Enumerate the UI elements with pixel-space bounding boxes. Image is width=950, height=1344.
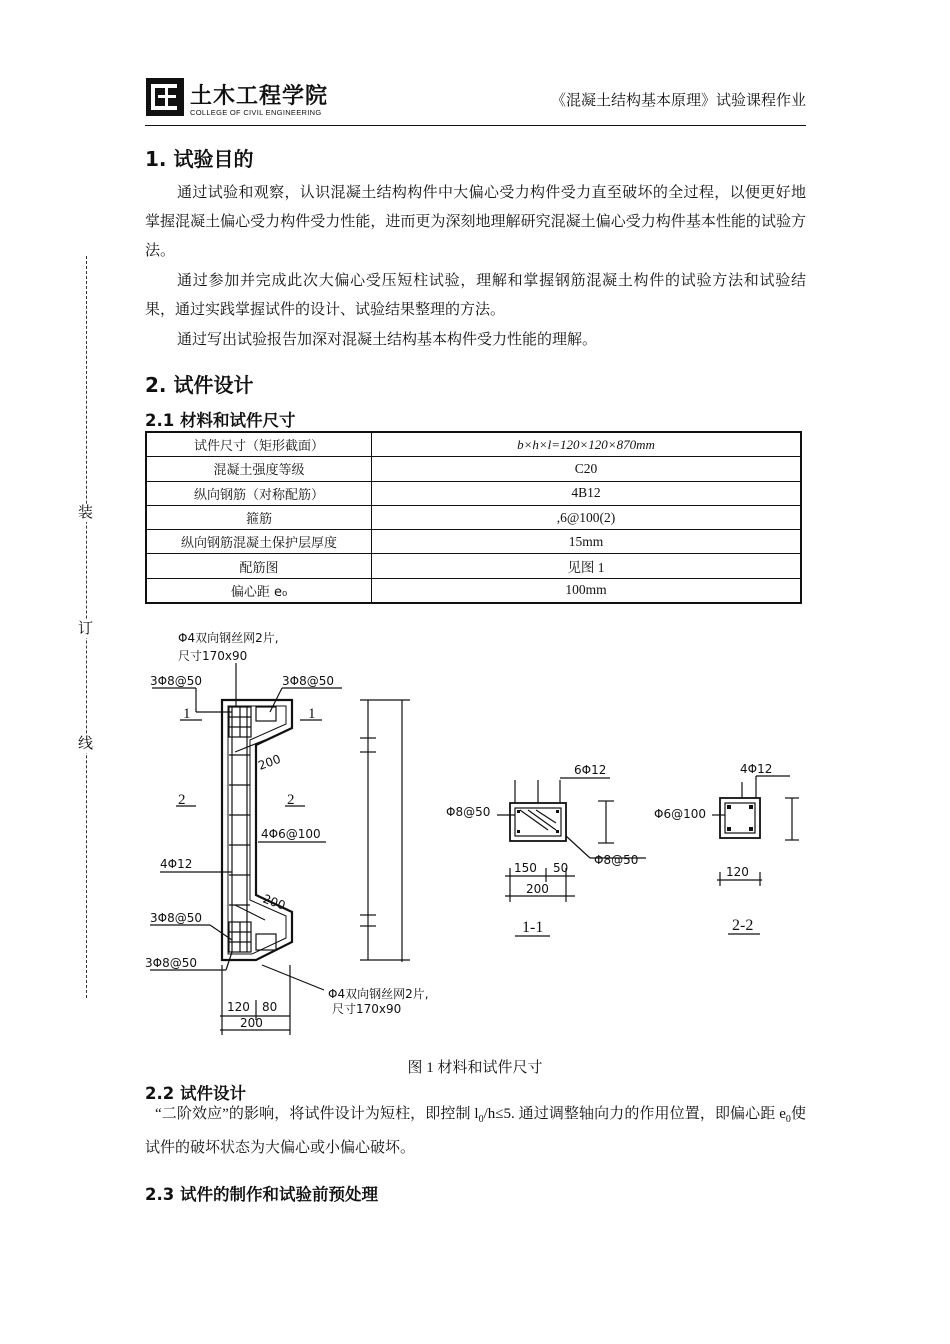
table-cell-value: 15mm <box>372 530 802 554</box>
label-s11-200: 200 <box>526 882 549 896</box>
label-section-1-1: 1-1 <box>522 919 544 936</box>
section-1-para-1: 通过试验和观察，认识混凝土结构构件中大偏心受力构件受力直至破坏的全过程，以便更好地掌握混凝土偏心受力构件受力性能，进而更为深刻地理解研究混凝土偏心受力构件基本性能的试验方法。 <box>145 185 806 259</box>
label-section-1-right: 1 <box>308 706 316 722</box>
label-dim-200-top: 200 <box>256 751 283 773</box>
section-1-para-3: 通过写出试验报告加深对混凝土结构基本构件受力性能的理解。 <box>177 332 598 348</box>
s22-text-a: “二阶效应”的影响，将试件设计为短柱，即控制 l <box>155 1106 479 1122</box>
label-section-1-left: 1 <box>183 706 191 722</box>
label-mesh-top-1: Φ4双向钢丝网2片, <box>178 631 279 645</box>
label-s11-150: 150 <box>514 861 537 875</box>
table-cell-label: 混凝土强度等级 <box>146 457 372 481</box>
table-cell-value: 4B12 <box>372 481 802 505</box>
table-cell-value: b×h×l=120×120×870mm <box>372 432 802 457</box>
section-2-3-title: 2.3 试件的制作和试验前预处理 <box>145 1185 378 1204</box>
table-cell-label: 纵向钢筋（对称配筋） <box>146 481 372 505</box>
table-row <box>146 432 801 457</box>
specimen-spec-table <box>145 431 802 604</box>
section-2-2-para <box>145 1100 806 1163</box>
label-mesh-top-2: 尺寸170x90 <box>178 649 248 663</box>
table-cell-label: 箍筋 <box>146 505 372 529</box>
label-section-2-right: 2 <box>287 792 295 808</box>
college-logo-mark <box>146 78 184 116</box>
label-3phi8-bottom-b: 3Φ8@50 <box>145 956 197 970</box>
s22-text-b: /h≤5. 通过调整轴向力的作用位置，即偏心距 e <box>483 1106 786 1122</box>
label-dim-80: 80 <box>262 1000 278 1014</box>
table-cell-value: ,6@100(2) <box>372 505 802 529</box>
label-section-2-2: 2-2 <box>732 917 754 934</box>
table-row <box>146 505 801 529</box>
reinforcement-drawing <box>0 620 950 1040</box>
label-dim-200-bottom: 200 <box>260 891 288 913</box>
label-mesh-bottom-2: 尺寸170x90 <box>332 1002 402 1016</box>
s22-text-c: 使试件的破坏状态为大偏心或小偏心破坏。 <box>145 1106 806 1156</box>
table-cell-label: 试件尺寸（矩形截面） <box>146 432 372 457</box>
label-s11-phi8-left: Φ8@50 <box>446 805 491 819</box>
college-name-en: COLLEGE OF CIVIL ENGINEERING <box>190 108 322 117</box>
table-row <box>146 457 801 481</box>
table-cell-value: 100mm <box>372 578 802 603</box>
label-s11-phi8-right: Φ8@50 <box>594 853 639 867</box>
label-s22-120: 120 <box>726 865 749 879</box>
table-row <box>146 578 801 603</box>
header-rule <box>145 125 806 126</box>
label-section-2-left: 2 <box>178 792 186 808</box>
s22-sub-1: 0 <box>785 1114 791 1125</box>
table-cell-value: 见图 1 <box>372 554 802 578</box>
s22-sub-0: 0 <box>478 1114 484 1125</box>
label-dim-120: 120 <box>227 1000 250 1014</box>
table-row <box>146 481 801 505</box>
binding-char-ding: 订 <box>78 621 94 637</box>
label-s11-50: 50 <box>553 861 569 875</box>
label-4phi12: 4Φ12 <box>160 857 193 871</box>
label-4phi6-100: 4Φ6@100 <box>261 827 321 841</box>
binding-char-zhuang: 装 <box>78 505 94 521</box>
table-cell-value: C20 <box>372 457 802 481</box>
table-cell-label: 偏心距 e₀ <box>146 578 372 603</box>
label-dim-200-total: 200 <box>240 1016 263 1030</box>
table-cell-label: 配筋图 <box>146 554 372 578</box>
label-3phi8-bottom-a: 3Φ8@50 <box>150 911 202 925</box>
label-3phi8-top-right: 3Φ8@50 <box>282 674 334 688</box>
section-2-1-title: 2.1 材料和试件尺寸 <box>145 411 296 430</box>
section-1-title: 1. 试验目的 <box>145 147 254 171</box>
section-2-title: 2. 试件设计 <box>145 373 254 397</box>
section-1-para-2: 通过参加并完成此次大偏心受压短柱试验，理解和掌握钢筋混凝土构件的试验方法和试验结果，通过实践掌握试件的设计、试验结果整理的方法。 <box>145 273 806 318</box>
course-title: 《混凝土结构基本原理》试验课程作业 <box>550 93 806 109</box>
table-row <box>146 530 801 554</box>
label-s22-phi6: Φ6@100 <box>654 807 706 821</box>
figure-caption: 图 1 材料和试件尺寸 <box>407 1060 543 1076</box>
college-name-cn: 土木工程学院 <box>190 84 329 109</box>
table-row <box>146 554 801 578</box>
section-2-2-title: 2.2 试件设计 <box>145 1084 246 1103</box>
label-mesh-bottom-1: Φ4双向钢丝网2片, <box>328 987 429 1001</box>
binding-char-xian: 线 <box>78 736 94 752</box>
table-cell-label: 纵向钢筋混凝土保护层厚度 <box>146 530 372 554</box>
label-s11-6phi12: 6Φ12 <box>574 763 607 777</box>
label-s22-4phi12: 4Φ12 <box>740 762 773 776</box>
label-3phi8-top-left: 3Φ8@50 <box>150 674 202 688</box>
